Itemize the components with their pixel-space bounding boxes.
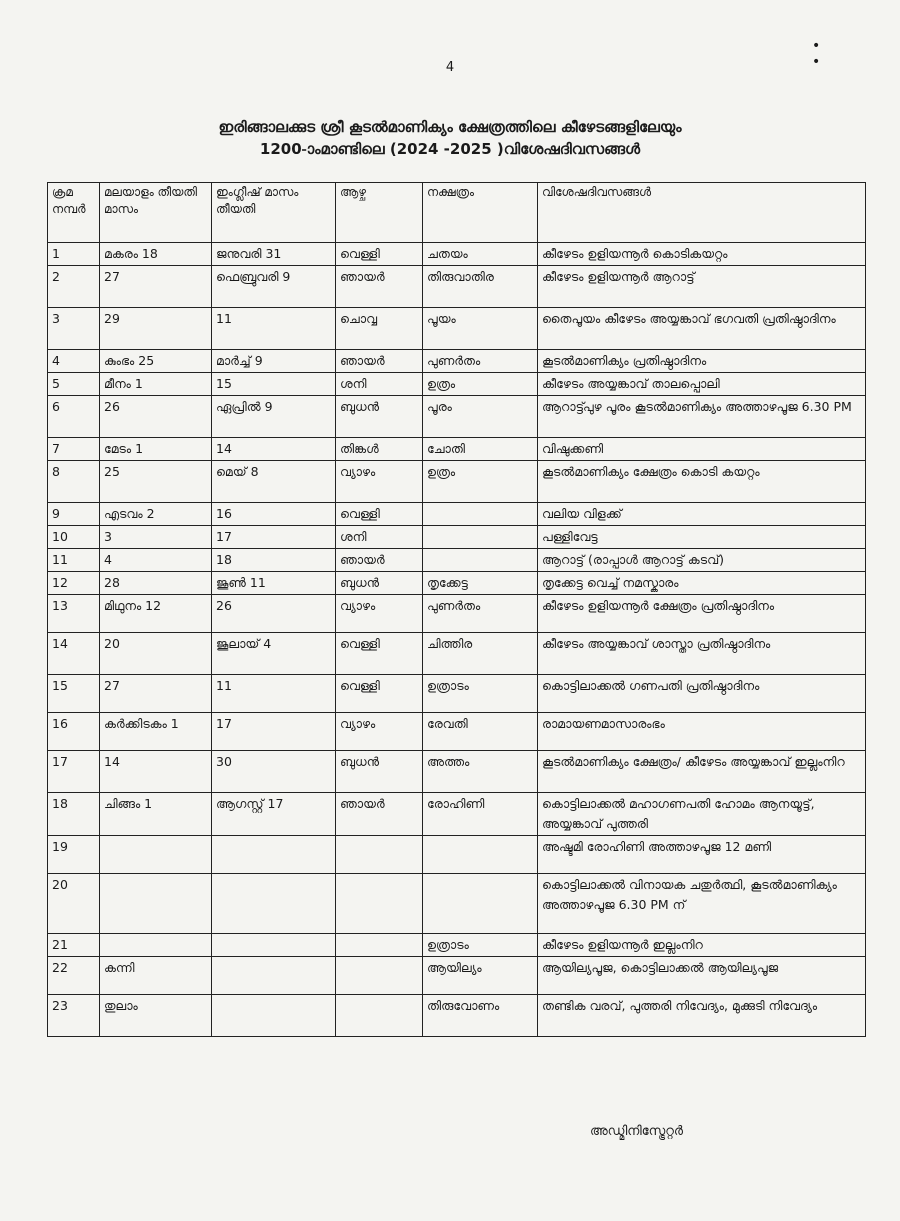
cell-serial-number: 10 [48, 526, 100, 549]
cell-serial-number: 12 [48, 572, 100, 595]
table-row [48, 957, 866, 995]
cell-malayalam-date [100, 874, 212, 934]
cell-weekday [336, 995, 423, 1037]
cell-serial-number: 18 [48, 793, 100, 836]
cell-weekday: ബുധൻ [336, 751, 423, 793]
cell-malayalam-date: 25 [100, 461, 212, 503]
cell-weekday: വെള്ളി [336, 503, 423, 526]
document-title: ഇരിങ്ങാലക്കുട ശ്രീ കൂടൽമാണിക്യം ക്ഷേത്രത്തിലെ കീഴേടങ്ങളിലേയും [218, 118, 682, 136]
table-row [48, 713, 866, 751]
cell-malayalam-date: 26 [100, 396, 212, 438]
cell-special-day: രാമായണമാസാരംഭം [538, 713, 866, 751]
cell-special-day: കീഴേടം ഉളിയന്നൂർ ക്ഷേത്രം പ്രതിഷ്ഠാദിനം [538, 595, 866, 633]
cell-weekday [336, 934, 423, 957]
cell-weekday: ബുധൻ [336, 572, 423, 595]
cell-serial-number: 2 [48, 266, 100, 308]
cell-malayalam-date: 27 [100, 675, 212, 713]
cell-star [423, 836, 538, 874]
cell-serial-number: 5 [48, 373, 100, 396]
cell-star: തൃക്കേട്ട [423, 572, 538, 595]
cell-english-date: 15 [212, 373, 336, 396]
cell-weekday: ചൊവ്വ [336, 308, 423, 350]
cell-special-day: അഷ്ടമി രോഹിണി അത്താഴപൂജ 12 മണി [538, 836, 866, 874]
cell-weekday: ശനി [336, 373, 423, 396]
cell-english-date [212, 957, 336, 995]
cell-english-date: 26 [212, 595, 336, 633]
cell-star: പൂയം [423, 308, 538, 350]
table-row [48, 549, 866, 572]
cell-serial-number: 21 [48, 934, 100, 957]
cell-malayalam-date: 29 [100, 308, 212, 350]
page-number: 4 [445, 60, 455, 75]
cell-weekday [336, 836, 423, 874]
cell-serial-number: 15 [48, 675, 100, 713]
cell-malayalam-date: കുംഭം 25 [100, 350, 212, 373]
cell-malayalam-date [100, 836, 212, 874]
header-special-days: വിശേഷദിവസങ്ങൾ [538, 183, 866, 243]
cell-serial-number: 7 [48, 438, 100, 461]
table-row [48, 461, 866, 503]
cell-english-date: 14 [212, 438, 336, 461]
schedule-table [47, 182, 866, 1037]
cell-special-day: ആറാട്ട് (രാപ്പാൾ ആറാട്ട് കടവ്) [538, 549, 866, 572]
cell-english-date [212, 934, 336, 957]
table-row [48, 350, 866, 373]
table-row [48, 243, 866, 266]
cell-weekday: ഞായർ [336, 266, 423, 308]
cell-english-date: ജൂലായ് 4 [212, 633, 336, 675]
table-row [48, 266, 866, 308]
table-row [48, 675, 866, 713]
table-row [48, 503, 866, 526]
cell-star [423, 549, 538, 572]
header-weekday: ആഴ്ച [336, 183, 423, 243]
cell-special-day: ആറാട്ട്പുഴ പൂരം കൂടൽമാണിക്യം അത്താഴപൂജ 6.30 PM [538, 396, 866, 438]
cell-special-day: വലിയ വിളക്ക് [538, 503, 866, 526]
cell-special-day: കൂടൽമാണിക്യം ക്ഷേത്രം കൊടി കയറ്റം [538, 461, 866, 503]
cell-serial-number: 9 [48, 503, 100, 526]
cell-english-date: 30 [212, 751, 336, 793]
cell-english-date: 11 [212, 308, 336, 350]
cell-star [423, 503, 538, 526]
table-row [48, 995, 866, 1037]
cell-special-day: തണ്ടിക വരവ്, പുത്തരി നിവേദ്യം, മുക്കുടി നിവേദ്യം [538, 995, 866, 1037]
cell-weekday: ഞായർ [336, 793, 423, 836]
cell-special-day: ആയില്യപൂജ, കൊട്ടിലാക്കൽ ആയില്യപൂജ [538, 957, 866, 995]
cell-star: പുണർതം [423, 595, 538, 633]
cell-weekday: വ്യാഴം [336, 595, 423, 633]
corner-marks: • • [812, 38, 851, 70]
cell-english-date: 11 [212, 675, 336, 713]
cell-star: ചിത്തിര [423, 633, 538, 675]
cell-malayalam-date: 14 [100, 751, 212, 793]
table-header-row [48, 183, 866, 243]
cell-weekday [336, 874, 423, 934]
cell-star: ഉത്രം [423, 461, 538, 503]
cell-malayalam-date: എടവം 2 [100, 503, 212, 526]
cell-malayalam-date: കന്നി [100, 957, 212, 995]
cell-malayalam-date: 20 [100, 633, 212, 675]
cell-malayalam-date [100, 934, 212, 957]
cell-star: ഉത്രാടം [423, 934, 538, 957]
cell-serial-number: 22 [48, 957, 100, 995]
cell-weekday: ഞായർ [336, 350, 423, 373]
cell-malayalam-date: മിഥുനം 12 [100, 595, 212, 633]
cell-special-day: കീഴേടം അയ്യങ്കാവ് ശാസ്താ പ്രതിഷ്ഠാദിനം [538, 633, 866, 675]
cell-star: രോഹിണി [423, 793, 538, 836]
table-row [48, 633, 866, 675]
cell-malayalam-date: 4 [100, 549, 212, 572]
cell-special-day: കീഴേടം ഉളിയന്നൂർ ആറാട്ട് [538, 266, 866, 308]
cell-english-date [212, 995, 336, 1037]
cell-english-date: 17 [212, 713, 336, 751]
table-row [48, 595, 866, 633]
cell-english-date: ആഗസ്റ്റ് 17 [212, 793, 336, 836]
cell-serial-number: 17 [48, 751, 100, 793]
cell-weekday: തിങ്കൾ [336, 438, 423, 461]
table-row [48, 438, 866, 461]
cell-english-date: ഫെബ്രുവരി 9 [212, 266, 336, 308]
cell-english-date: മാർച്ച് 9 [212, 350, 336, 373]
cell-malayalam-date: ചിങ്ങം 1 [100, 793, 212, 836]
document-subtitle: 1200-ാംമാണ്ടിലെ (2024 -2025 )വിശേഷദിവസങ്ങൾ [259, 140, 641, 158]
cell-weekday: വെള്ളി [336, 633, 423, 675]
cell-star [423, 526, 538, 549]
cell-special-day: തൃക്കേട്ട വെച്ച് നമസ്കാരം [538, 572, 866, 595]
cell-english-date [212, 836, 336, 874]
table-row [48, 934, 866, 957]
cell-malayalam-date: 3 [100, 526, 212, 549]
cell-special-day: കൊട്ടിലാക്കൽ മഹാഗണപതി ഹോമം ആനയൂട്ട്, അയ്യങ്കാവ് പുത്തരി [538, 793, 866, 836]
table-row [48, 751, 866, 793]
cell-star: ആയില്യം [423, 957, 538, 995]
cell-star: ചോതി [423, 438, 538, 461]
cell-english-date: ജനുവരി 31 [212, 243, 336, 266]
cell-weekday: വ്യാഴം [336, 713, 423, 751]
cell-serial-number: 14 [48, 633, 100, 675]
cell-star: അത്തം [423, 751, 538, 793]
cell-special-day: വിഷുക്കണി [538, 438, 866, 461]
cell-star: ഉത്രം [423, 373, 538, 396]
cell-special-day: കൂടൽമാണിക്യം പ്രതിഷ്ഠാദിനം [538, 350, 866, 373]
header-star: നക്ഷത്രം [423, 183, 538, 243]
cell-weekday: വെള്ളി [336, 243, 423, 266]
cell-malayalam-date: മീനം 1 [100, 373, 212, 396]
cell-serial-number: 19 [48, 836, 100, 874]
cell-star: ഉത്രാടം [423, 675, 538, 713]
cell-serial-number: 11 [48, 549, 100, 572]
cell-serial-number: 20 [48, 874, 100, 934]
table-row [48, 572, 866, 595]
cell-english-date: 18 [212, 549, 336, 572]
cell-weekday: വെള്ളി [336, 675, 423, 713]
cell-special-day: കീഴേടം ഉളിയന്നൂർ കൊടികയറ്റം [538, 243, 866, 266]
cell-serial-number: 23 [48, 995, 100, 1037]
cell-malayalam-date: തുലാം [100, 995, 212, 1037]
cell-malayalam-date: 27 [100, 266, 212, 308]
cell-english-date: ജൂൺ 11 [212, 572, 336, 595]
cell-serial-number: 6 [48, 396, 100, 438]
cell-star: തിരുവാതിര [423, 266, 538, 308]
cell-special-day: തൈപൂയം കീഴേടം അയ്യങ്കാവ് ഭഗവതി പ്രതിഷ്ഠാദിനം [538, 308, 866, 350]
signature-administrator: അഡ്മിനിസ്ട്രേറ്റർ [590, 1124, 684, 1139]
cell-serial-number: 3 [48, 308, 100, 350]
cell-star [423, 874, 538, 934]
table-row [48, 308, 866, 350]
cell-weekday: ഞായർ [336, 549, 423, 572]
cell-malayalam-date: മകരം 18 [100, 243, 212, 266]
cell-serial-number: 13 [48, 595, 100, 633]
cell-serial-number: 8 [48, 461, 100, 503]
cell-english-date: മെയ് 8 [212, 461, 336, 503]
cell-special-day: കൂടൽമാണിക്യം ക്ഷേത്രം/ കീഴേടം അയ്യങ്കാവ് ഇല്ലംനിറ [538, 751, 866, 793]
cell-malayalam-date: മേടം 1 [100, 438, 212, 461]
header-serial-number: ക്രമ നമ്പർ [48, 183, 100, 243]
table-row [48, 874, 866, 934]
cell-serial-number: 4 [48, 350, 100, 373]
cell-english-date: 16 [212, 503, 336, 526]
table-row [48, 526, 866, 549]
cell-special-day: കൊട്ടിലാക്കൽ വിനായക ചതുർത്ഥി, കൂടൽമാണിക്യം അത്താഴപൂജ 6.30 PM ന് [538, 874, 866, 934]
cell-weekday: വ്യാഴം [336, 461, 423, 503]
cell-weekday: ബുധൻ [336, 396, 423, 438]
cell-star: തിരുവോണം [423, 995, 538, 1037]
table-row [48, 793, 866, 836]
cell-weekday [336, 957, 423, 995]
cell-english-date: 17 [212, 526, 336, 549]
cell-malayalam-date: 28 [100, 572, 212, 595]
cell-star: രേവതി [423, 713, 538, 751]
table-row [48, 396, 866, 438]
cell-english-date: ഏപ്രിൽ 9 [212, 396, 336, 438]
cell-special-day: കൊട്ടിലാക്കൽ ഗണപതി പ്രതിഷ്ഠാദിനം [538, 675, 866, 713]
cell-special-day: കീഴേടം ഉളിയന്നൂർ ഇല്ലംനിറ [538, 934, 866, 957]
table-row [48, 836, 866, 874]
cell-weekday: ശനി [336, 526, 423, 549]
cell-star: പുണർതം [423, 350, 538, 373]
header-malayalam-date: മലയാളം തീയതി മാസം [100, 183, 212, 243]
cell-english-date [212, 874, 336, 934]
cell-star: പൂരം [423, 396, 538, 438]
cell-malayalam-date: കർക്കിടകം 1 [100, 713, 212, 751]
cell-serial-number: 1 [48, 243, 100, 266]
cell-serial-number: 16 [48, 713, 100, 751]
cell-special-day: പള്ളിവേട്ട [538, 526, 866, 549]
cell-star: ചതയം [423, 243, 538, 266]
header-english-date: ഇംഗ്ലീഷ് മാസം തീയതി [212, 183, 336, 243]
table-row [48, 373, 866, 396]
cell-special-day: കീഴേടം അയ്യങ്കാവ് താലപ്പൊലി [538, 373, 866, 396]
